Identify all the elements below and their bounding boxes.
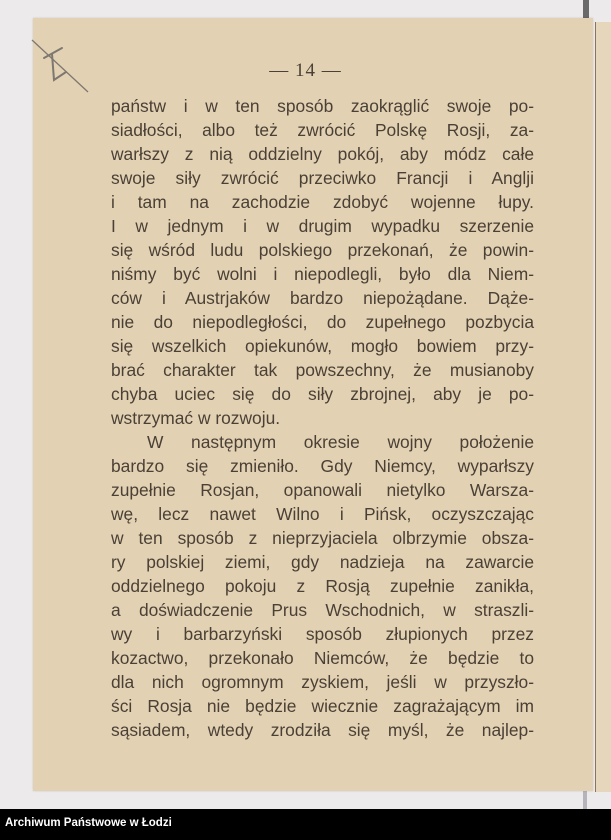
- text-line: zupełnie Rosjan, opanowali nietylko Warsza-: [111, 480, 534, 500]
- archive-name: Archiwum Państwowe w Łodzi: [5, 817, 172, 829]
- text-line: się wszelkich opiekunów, mogło bowiem przy-: [111, 336, 534, 356]
- text-line: oddzielnego pokoju z Rosją zupełnie zanikła,: [111, 576, 534, 596]
- text-line: I w jednym i w drugim wypadku szerzenie: [111, 216, 534, 236]
- text-line: wstrzymać w rozwoju.: [111, 408, 281, 428]
- text-line: wy i barbarzyński sposób złupionych przez: [111, 624, 534, 644]
- text-line: niśmy być wolni i niepodlegli, było dla Niem-: [111, 264, 534, 284]
- text-line: ry polskiej ziemi, gdy nadzieja na zawarcie: [111, 552, 534, 572]
- text-line: ści Rosja nie będzie wiecznie zagrażającym im: [111, 696, 534, 716]
- text-line: dla nich ogromnym zyskiem, jeśli w przyszło-: [111, 672, 534, 692]
- body-text: [111, 94, 534, 742]
- text-line: państw i w ten sposób zaokrąglić swoje po-: [111, 96, 534, 116]
- text-line: kozactwo, przekonało Niemców, że będzie to: [111, 648, 534, 668]
- text-line: ców i Austrjaków bardzo niepożądane. Dąże-: [111, 288, 534, 308]
- archive-footer: [0, 809, 611, 840]
- text-line: bardzo się zmieniło. Gdy Niemcy, wyparłszy: [111, 456, 534, 476]
- text-line: warłszy z nią oddzielny pokój, aby módz całe: [111, 144, 534, 164]
- text-line: W następnym okresie wojny położenie: [147, 432, 534, 452]
- text-line: wę, lecz nawet Wilno i Pińsk, oczyszczając: [111, 504, 534, 524]
- text-line: się wśród ludu polskiego przekonań, że powin-: [111, 240, 534, 260]
- text-line: brać charakter tak powszechny, że musianoby: [111, 360, 534, 380]
- text-line: siadłości, albo też zwrócić Polskę Rosji, za-: [111, 120, 534, 140]
- text-line: chyba uciec się do siły zbrojnej, aby je po-: [111, 384, 534, 404]
- text-line: i tam na zachodzie zdobyć wojenne łupy.: [111, 192, 534, 212]
- page-number: — 14 —: [269, 60, 342, 81]
- text-line: swoje siły zwrócić przeciwko Francji i Anglji: [111, 168, 534, 188]
- binder-clip-shadow-bottom: [583, 790, 587, 810]
- text-line: w ten sposób z nieprzyjaciela olbrzymie obsza-: [111, 528, 534, 548]
- text-line: nie do niepodległości, do zupełnego pozbycia: [111, 312, 534, 332]
- adjacent-page-edge: [595, 22, 611, 792]
- text-line: a doświadczenie Prus Wschodnich, w straszli-: [111, 600, 534, 620]
- text-line: sąsiadem, wtedy zrodziła się myśl, że najlep-: [111, 720, 534, 740]
